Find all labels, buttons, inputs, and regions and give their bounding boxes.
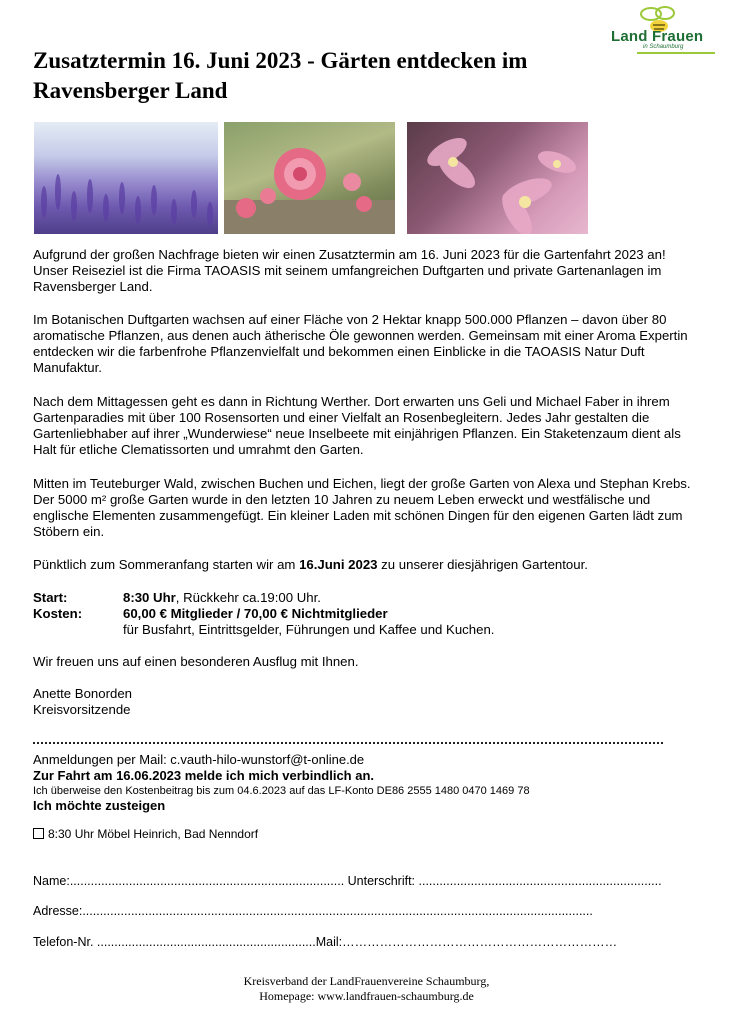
werther-paragraph: Nach dem Mittagessen geht es dann in Richtung Werther. Dort erwarten uns Geli und Michael Faber in ihrem Gartenparadies mit über 100 Rosensorten und einer Vielfalt an Rosenbegleitern. Jedes Jahr gestalten die Gartenliebhaber auf ihrer „Wunderwiese“ neue Inselbeete mit einjährigen Pflanzen. Ein Staketenzaum dient als Halt für etliche Clematissorten und umrahmt den Garten. [33,394,681,457]
start-date-line: Pünktlich zum Sommeranfang starten wir am 16.Juni 2023 zu unserer diesjährigen Gartentour. [33,557,588,572]
krebs-garden-paragraph: Mitten im Teuteburger Wald, zwischen Buchen und Eichen, liegt der große Garten von Alexa und Stephan Krebs. Der 5000 m² große Garten wurde in den letzten 10 Jahren zu neuem Leben erweckt und westfälische und englische Elementen zusammengefügt. Ein kleiner Laden mit schönen Dingen für den eigenen Garten lädt zum Stöbern ein. [33,476,691,539]
footer [0,974,733,1004]
stop-option-label: 8:30 Uhr Möbel Heinrich, Bad Nenndorf [48,827,259,841]
start-value: 8:30 Uhr, Rückkehr ca.19:00 Uhr. [123,590,321,605]
trip-details [33,590,693,640]
binding-registration: Zur Fahrt am 16.06.2023 melde ich mich verbindlich an. [33,768,375,783]
closing-text: Wir freuen uns auf einen besonderen Ausflug mit Ihnen. [33,654,359,669]
phone-mail-field[interactable]: Telefon-Nr. ...............................................................Mail:………………………………………………………… [33,935,618,949]
cost-label: Kosten: [33,606,83,621]
cost-value: 60,00 € Mitglieder / 70,00 € Nichtmitglieder [123,606,388,621]
lavender-photo [34,122,218,234]
roses-photo [224,122,395,234]
logo-region: in Schaumburg [643,44,684,50]
stop-option[interactable] [33,827,258,842]
stop-checkbox[interactable] [33,828,44,839]
intro-paragraph: Aufgrund der großen Nachfrage bieten wir einen Zusatztermin am 16. Juni 2023 für die Gartenfahrt 2023 an! Unser Reiseziel ist die Firma TAOASIS mit seinem umfangreichen Duftgarten und private Gartenanlagen im Ravensberger Land. [33,247,666,294]
logo-word-land: Land [611,28,648,45]
cut-line [33,737,663,744]
clematis-photo [407,122,588,234]
registration-mail: Anmeldungen per Mail: c.vauth-hilo-wunstorf@t-online.de [33,752,365,767]
start-label: Start: [33,590,68,605]
address-field[interactable]: Adresse:................................................................................................................................................... [33,904,593,918]
trip-date: 16.Juni 2023 [299,557,378,572]
cost-note: für Busfahrt, Eintrittsgelder, Führungen und Kaffee und Kuchen. [123,622,495,637]
landfrauen-logo [607,6,722,56]
logo-word-frauen: Frauen [652,28,704,45]
footer-organization: Kreisverband der LandFrauenvereine Schaumburg, [243,974,490,988]
duftgarten-paragraph: Im Botanischen Duftgarten wachsen auf einer Fläche von 2 Hektar knapp 500.000 Pflanzen – davon über 80 aromatische Pflanzen, aus denen auch ätherische Öle gewonnen werden. Gemeinsam mit einer Aroma Expertin entdecken wir die farbenfrohe Pflanzenvielfalt und bekommen einen Einblicke in die TAOASIS Natur Duft Manufaktur. [33,312,688,375]
logo-underline [637,52,715,54]
signature-role: Kreisvorsitzende [33,702,131,717]
boarding-heading: Ich möchte zusteigen [33,798,166,813]
registration-block [33,752,693,814]
page-title: Zusatztermin 16. Juni 2023 - Gärten entdecken im Ravensberger Land [33,48,528,103]
signature-name: Anette Bonorden [33,686,132,701]
transfer-note: Ich überweise den Kostenbeitrag bis zum 04.6.2023 auf das LF-Konto DE86 2555 1480 0470 1469 78 [33,785,530,797]
footer-homepage: Homepage: www.landfrauen-schaumburg.de [259,989,474,1003]
name-signature-field[interactable]: Name:............................................................................... Unterschrift: ...................................................................... [33,874,662,888]
